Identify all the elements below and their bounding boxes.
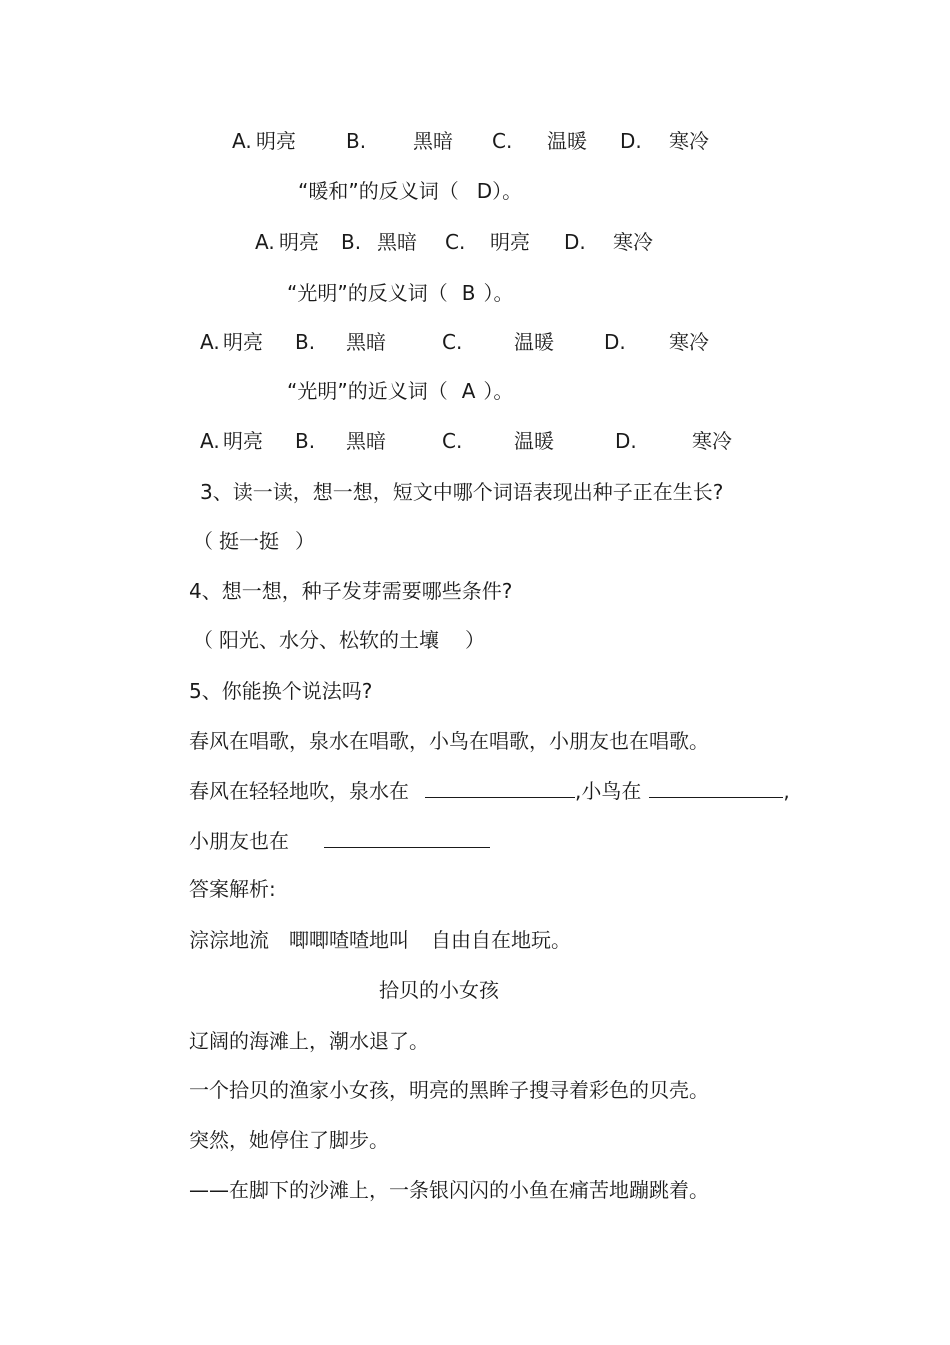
story-title: 拾贝的小女孩 bbox=[379, 978, 499, 1002]
answer-analysis-content: 淙淙地流 唧唧喳喳地叫 自由自在地玩。 bbox=[189, 928, 571, 952]
question-stem: “光明”的反义词（ bbox=[287, 281, 448, 305]
question-5-fill-line: 春风在轻轻地吹，泉水在 ,小鸟在 , bbox=[189, 779, 790, 803]
option-d-text: 寒冷 bbox=[692, 429, 732, 453]
question-end: ）。 bbox=[483, 281, 514, 305]
option-d-label: D. bbox=[620, 129, 642, 153]
option-d-text: 寒冷 bbox=[669, 330, 709, 354]
question-3: 3、读一读，想一想，短文中哪个词语表现出种子正在生长? bbox=[200, 480, 724, 504]
answer-value: B bbox=[461, 281, 476, 305]
option-c-text: 温暖 bbox=[514, 330, 554, 354]
answer-value: 挺一挺 bbox=[219, 529, 279, 553]
option-b-label: B. bbox=[346, 129, 367, 153]
option-a-text: 明亮 bbox=[279, 230, 319, 254]
question-4-answer: （ 阳光、水分、松软的土壤 ） bbox=[193, 628, 485, 652]
fill-blank-3[interactable] bbox=[324, 829, 490, 848]
answer-value: 阳光、水分、松软的土壤 bbox=[219, 628, 439, 652]
option-b-text: 黑暗 bbox=[346, 429, 386, 453]
story-paragraph-3: 突然，她停住了脚步。 bbox=[189, 1128, 389, 1152]
option-b-label: B. bbox=[341, 230, 362, 254]
option-c-text: 明亮 bbox=[490, 230, 530, 254]
question-5-fill-line-2: 小朋友也在 bbox=[189, 829, 490, 853]
answer-value: A bbox=[461, 379, 476, 403]
fill-blank-2[interactable] bbox=[649, 779, 783, 798]
question-stem: “暖和”的反义词（ bbox=[298, 179, 459, 203]
question-warm-antonym bbox=[298, 179, 522, 203]
option-d-text: 寒冷 bbox=[613, 230, 653, 254]
option-a-label: A. bbox=[200, 429, 220, 453]
option-b-text: 黑暗 bbox=[346, 330, 386, 354]
option-c-text: 温暖 bbox=[514, 429, 554, 453]
option-c-label: C. bbox=[442, 330, 463, 354]
option-c-label: C. bbox=[445, 230, 466, 254]
question-end: ）。 bbox=[483, 379, 514, 403]
question-5-example: 春风在唱歌，泉水在唱歌，小鸟在唱歌，小朋友也在唱歌。 bbox=[189, 729, 709, 753]
option-b-label: B. bbox=[295, 429, 316, 453]
question-bright-antonym bbox=[287, 281, 513, 305]
story-paragraph-1: 辽阔的海滩上，潮水退了。 bbox=[189, 1029, 429, 1053]
fill-blank-1[interactable] bbox=[425, 779, 575, 798]
option-a-text: 明亮 bbox=[223, 429, 263, 453]
option-b-text: 黑暗 bbox=[413, 129, 453, 153]
question-end: ）。 bbox=[492, 179, 523, 203]
option-a-text: 明亮 bbox=[223, 330, 263, 354]
question-bright-synonym bbox=[287, 379, 513, 403]
question-3-answer: （ 挺一挺 ） bbox=[193, 529, 315, 553]
option-c-label: C. bbox=[442, 429, 463, 453]
story-paragraph-4: ——在脚下的沙滩上，一条银闪闪的小鱼在痛苦地蹦跳着。 bbox=[189, 1178, 709, 1202]
story-paragraph-2: 一个拾贝的渔家小女孩，明亮的黑眸子搜寻着彩色的贝壳。 bbox=[189, 1078, 709, 1102]
option-d-label: D. bbox=[564, 230, 586, 254]
question-stem: “光明”的近义词（ bbox=[287, 379, 448, 403]
option-a-text: 明亮 bbox=[256, 129, 296, 153]
option-b-label: B. bbox=[295, 330, 316, 354]
option-a-label: A. bbox=[232, 129, 252, 153]
option-d-text: 寒冷 bbox=[669, 129, 709, 153]
option-c-text: 温暖 bbox=[547, 129, 587, 153]
option-d-label: D. bbox=[615, 429, 637, 453]
question-5: 5、你能换个说法吗? bbox=[189, 679, 373, 703]
option-c-label: C. bbox=[492, 129, 513, 153]
answer-analysis-title: 答案解析: bbox=[189, 877, 276, 901]
option-a-label: A. bbox=[200, 330, 220, 354]
question-4: 4、想一想，种子发芽需要哪些条件? bbox=[189, 579, 513, 603]
option-b-text: 黑暗 bbox=[377, 230, 417, 254]
answer-value: D bbox=[476, 179, 493, 203]
option-d-label: D. bbox=[604, 330, 626, 354]
option-a-label: A. bbox=[255, 230, 275, 254]
